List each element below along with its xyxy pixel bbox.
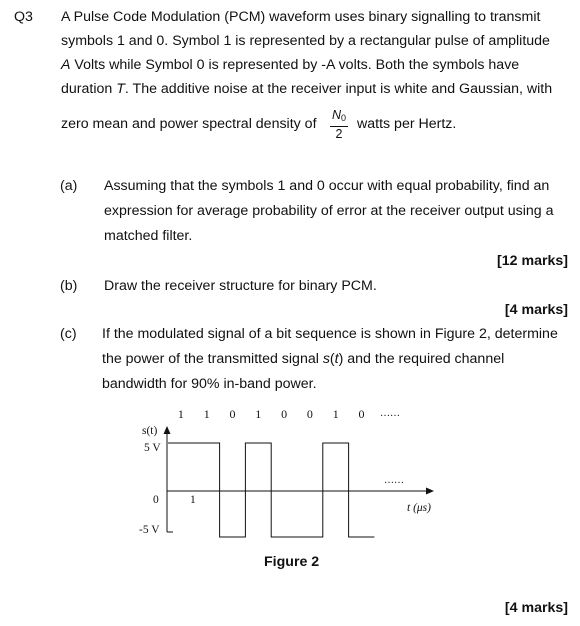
question-number: Q3	[14, 9, 33, 25]
y-tick-neg5v: -5 V	[139, 524, 160, 536]
part-a-label: (a)	[60, 178, 78, 194]
part-c-label: (c)	[60, 326, 77, 342]
y-tick-0: 0	[153, 494, 159, 506]
bit-label: 1	[203, 407, 210, 421]
part-a-line-2: expression for average probability of error at the receiver output using a	[104, 203, 554, 219]
y-axis-label: s(t)	[142, 425, 158, 437]
part-b-label: (b)	[60, 278, 78, 294]
bit-label: 1	[255, 407, 262, 421]
intro-line-2: symbols 1 and 0. Symbol 1 is represented by a rectangular pulse of amplitude	[61, 33, 550, 49]
pcm-waveform	[168, 443, 374, 537]
part-c-marks: [4 marks]	[504, 600, 568, 616]
figure-caption: Figure 2	[264, 554, 320, 570]
bit-sequence	[178, 407, 365, 421]
intro-line-1: A Pulse Code Modulation (PCM) waveform uses binary signalling to transmit	[61, 9, 541, 25]
symbol-a: A	[61, 57, 71, 73]
bit-label: 1	[332, 407, 339, 421]
part-b-marks: [4 marks]	[504, 302, 568, 318]
psd-fraction: $N_0$ 2	[331, 108, 347, 141]
intro-line-5: zero mean and power spectral density of	[61, 116, 317, 132]
part-c-line-1: If the modulated signal of a bit sequence is shown in Figure 2, determine	[102, 326, 558, 342]
bit-label: 0	[306, 407, 313, 421]
waveform-continuation: ……	[384, 475, 404, 486]
part-a-line-3: matched filter.	[104, 228, 193, 244]
bit-label: 0	[358, 407, 365, 421]
y-tick-5v: 5 V	[144, 442, 161, 454]
intro-line-3: A Volts while Symbol 0 is represented by -A volts. Both the symbols have	[61, 57, 520, 73]
symbol-t: T	[116, 81, 125, 97]
part-a-marks: [12 marks]	[497, 253, 568, 269]
intro-line-4: duration T. The additive noise at the receiver input is white and Gaussian, with	[61, 81, 553, 97]
bit-label: 1	[177, 407, 184, 421]
intro-line-5-tail: watts per Hertz.	[357, 116, 457, 132]
bit-label: 0	[281, 407, 288, 421]
bit-label: 0	[229, 407, 236, 421]
x-axis-arrow	[426, 488, 434, 495]
part-c-line-2: the power of the transmitted signal s(t) and the required channel	[102, 351, 505, 367]
x-axis-label: t (μs)	[407, 502, 431, 514]
y-axis-arrow	[164, 426, 171, 434]
part-b-line-1: Draw the receiver structure for binary PCM.	[104, 278, 377, 294]
bit-continuation: ……	[380, 408, 400, 419]
part-a-line-1: Assuming that the symbols 1 and 0 occur with equal probability, find an	[104, 178, 550, 194]
part-c-line-3: bandwidth for 90% in-band power.	[102, 376, 317, 392]
x-tick-1: 1	[190, 494, 196, 506]
